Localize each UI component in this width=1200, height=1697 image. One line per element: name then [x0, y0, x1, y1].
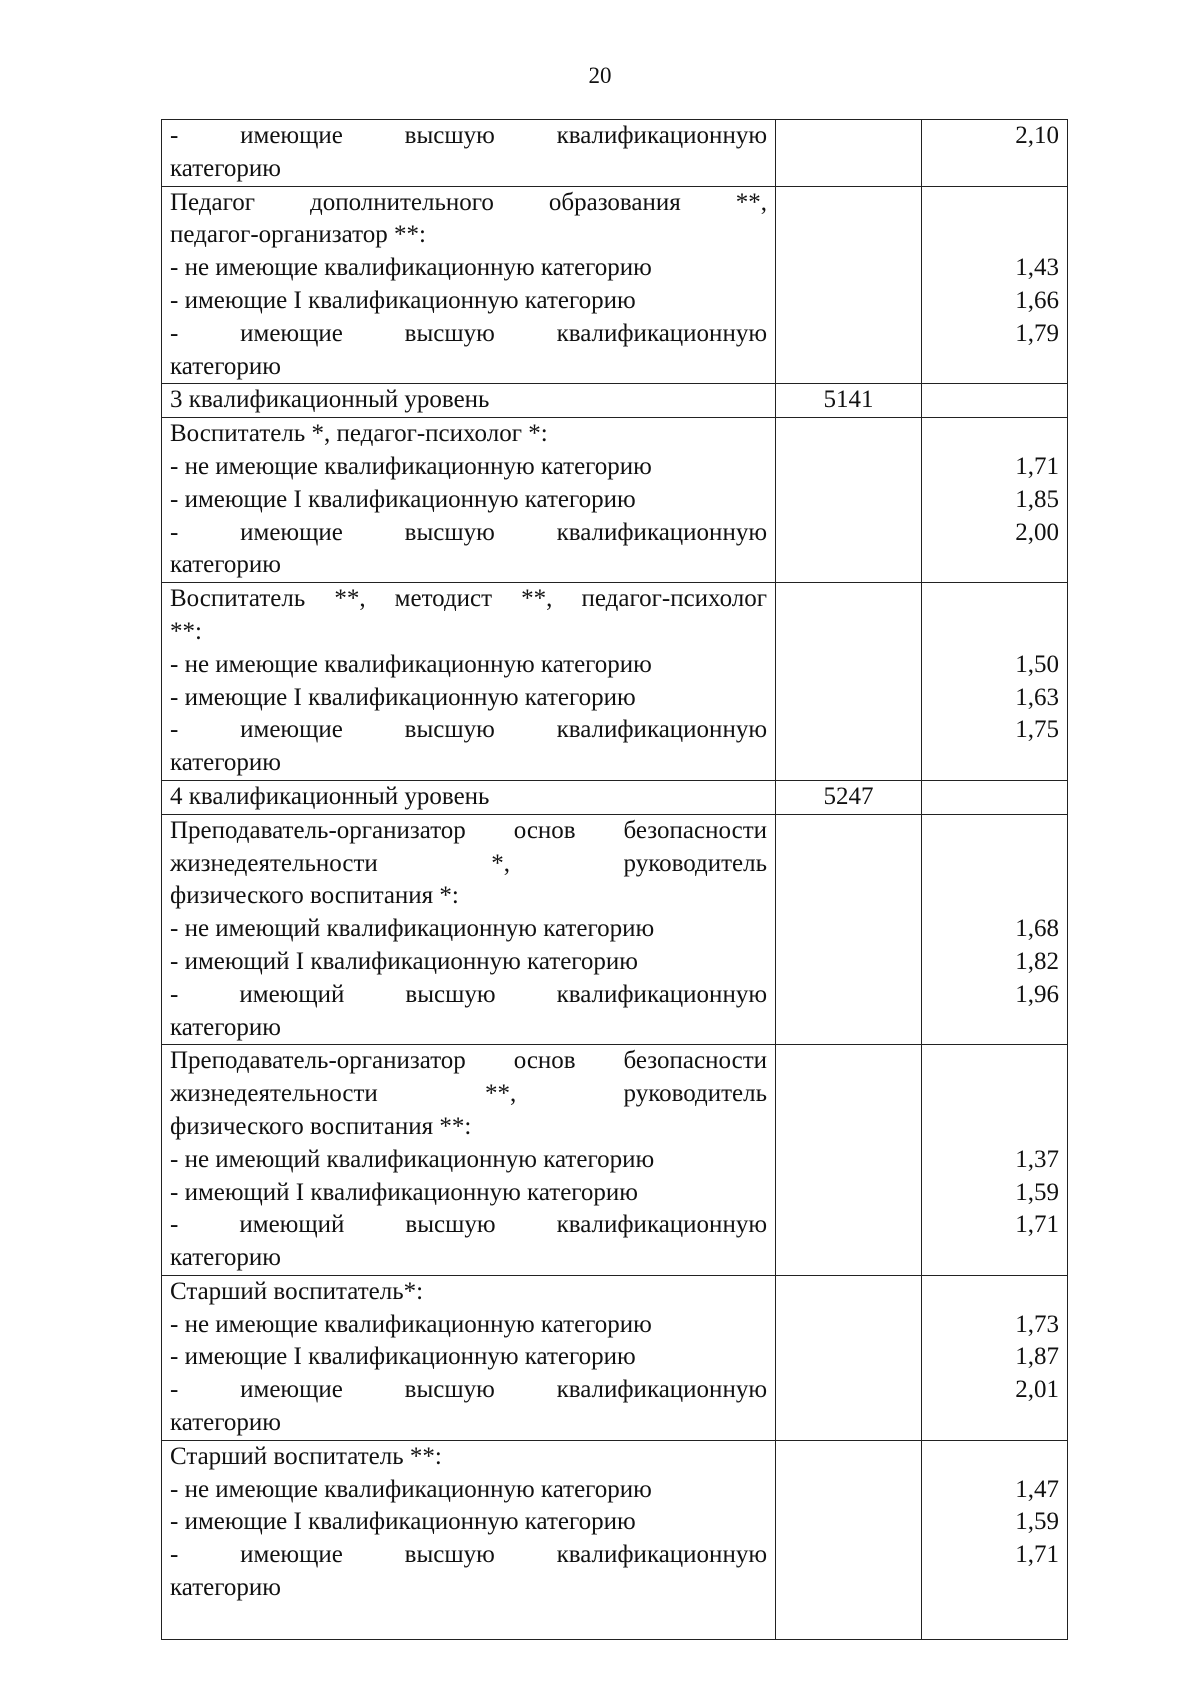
coefficient-value: 1,75: [1015, 716, 1059, 744]
description-line: - имеющий высшую квалификационную: [170, 980, 767, 1008]
table-row: [162, 1440, 1068, 1639]
description-line: - имеющие I квалификационную категорию: [170, 286, 636, 314]
description-line: категорию: [170, 749, 281, 777]
coefficient-cell: [922, 1275, 1068, 1440]
description-line: - не имеющие квалификационную категорию: [170, 1475, 652, 1503]
salary-base-value: [784, 583, 913, 616]
description-line: - не имеющие квалификационную категорию: [170, 452, 652, 480]
position-description-cell: [162, 814, 776, 1045]
description-line: - имеющие I квалификационную категорию: [170, 683, 636, 711]
description-line: 3 квалификационный уровень: [170, 386, 490, 414]
description-line: Преподаватель-организатор основ безопасности: [170, 1047, 767, 1075]
salary-base-cell: [776, 780, 922, 814]
coefficient-value: 1,37: [1015, 1145, 1059, 1173]
salary-base-value: [784, 187, 913, 220]
coefficient-value: 1,47: [1015, 1475, 1059, 1503]
description-line: Педагог дополнительного образования **,: [170, 188, 767, 216]
description-line: - имеющие I квалификационную категорию: [170, 1508, 636, 1536]
coefficient-cell: [922, 418, 1068, 583]
coefficient-spacer: [930, 1078, 1059, 1111]
coefficient-spacer: [930, 848, 1059, 881]
coefficient-value: 2,01: [1015, 1376, 1059, 1404]
coefficient-cell: [922, 814, 1068, 1045]
salary-base-value: 5141: [823, 386, 874, 414]
description-line: жизнедеятельности **, руководитель: [170, 1080, 767, 1108]
description-line: - имеющие высшую квалификационную: [170, 122, 767, 149]
position-description-cell: [162, 1275, 776, 1440]
description-line: - имеющие I квалификационную категорию: [170, 485, 636, 513]
coefficient-spacer: [930, 219, 1059, 252]
coefficient-value: 1,59: [1015, 1508, 1059, 1536]
salary-base-cell: [776, 384, 922, 418]
coefficient-spacer: [930, 418, 1059, 451]
coefficient-value: 1,85: [1015, 485, 1059, 513]
table-row: [162, 814, 1068, 1045]
table-row: [162, 186, 1068, 384]
position-description-cell: [162, 120, 776, 187]
coefficient-cell: [922, 583, 1068, 781]
salary-base-value: [784, 1276, 913, 1309]
coefficient-spacer: [930, 815, 1059, 848]
coefficient-value: 2,00: [1015, 518, 1059, 546]
description-line: **:: [170, 617, 202, 645]
description-line: - имеющие высшую квалификационную: [170, 1541, 767, 1569]
salary-base-cell: [776, 814, 922, 1045]
description-line: физического воспитания **:: [170, 1112, 472, 1140]
coefficient-value: 1,59: [1015, 1178, 1059, 1206]
description-line: Преподаватель-организатор основ безопасности: [170, 816, 767, 844]
coefficient-value: 1,73: [1015, 1310, 1059, 1338]
salary-base-cell: [776, 583, 922, 781]
coefficient-value: 1,82: [1015, 947, 1059, 975]
description-line: 4 квалификационный уровень: [170, 782, 490, 810]
page-number: 20: [588, 63, 612, 88]
coefficient-spacer: [930, 583, 1059, 616]
description-line: - имеющий высшую квалификационную: [170, 1211, 767, 1239]
salary-base-value: [784, 815, 913, 848]
description-line: - не имеющие квалификационную категорию: [170, 1310, 652, 1338]
description-line: - имеющий I квалификационную категорию: [170, 947, 638, 975]
position-description-cell: [162, 780, 776, 814]
salary-base-cell: [776, 1440, 922, 1639]
description-line: категорию: [170, 154, 281, 182]
table-row: [162, 780, 1068, 814]
description-line: категорию: [170, 1244, 281, 1272]
coefficient-spacer: [930, 1441, 1059, 1474]
table-row: [162, 583, 1068, 781]
description-line: Старший воспитатель*:: [170, 1277, 424, 1305]
position-description-cell: [162, 418, 776, 583]
coefficient-cell: [922, 1045, 1068, 1276]
coefficient-value: 1,66: [1015, 286, 1059, 314]
coefficient-value: 1,50: [1015, 650, 1059, 678]
description-line: категорию: [170, 1409, 281, 1437]
coefficient-cell: [922, 780, 1068, 814]
coefficient-cell: [922, 1440, 1068, 1639]
position-description-cell: [162, 186, 776, 384]
coefficient-value: 1,87: [1015, 1343, 1059, 1371]
table-row: [162, 1275, 1068, 1440]
description-line: - не имеющий квалификационную категорию: [170, 915, 655, 943]
description-line: - имеющие высшую квалификационную: [170, 716, 767, 744]
coefficient-spacer: [930, 880, 1059, 913]
coefficient-spacer: [930, 1276, 1059, 1309]
coefficient-spacer: [930, 1045, 1059, 1078]
coefficient-spacer: [930, 187, 1059, 220]
salary-coefficient-table: [161, 119, 1068, 1640]
coefficient-value: 2,10: [1015, 122, 1059, 149]
coefficient-value: 1,43: [1015, 254, 1059, 282]
description-line: - не имеющий квалификационную категорию: [170, 1145, 655, 1173]
description-line: физического воспитания *:: [170, 882, 459, 910]
description-line: жизнедеятельности *, руководитель: [170, 849, 767, 877]
coefficient-value: 1,63: [1015, 683, 1059, 711]
coefficient-spacer: [930, 1111, 1059, 1144]
coefficient-value: 1,79: [1015, 319, 1059, 347]
table-row: [162, 418, 1068, 583]
description-line: категорию: [170, 352, 281, 380]
salary-base-cell: [776, 1275, 922, 1440]
description-line: категорию: [170, 1013, 281, 1041]
position-description-cell: [162, 1440, 776, 1639]
description-line: - имеющие I квалификационную категорию: [170, 1343, 636, 1371]
description-line: - имеющие высшую квалификационную: [170, 518, 767, 546]
salary-base-value: [784, 1441, 913, 1474]
coefficient-value: 1,96: [1015, 980, 1059, 1008]
table-row: [162, 120, 1068, 187]
salary-base-value: [784, 418, 913, 451]
description-line: Воспитатель *, педагог-психолог *:: [170, 420, 548, 448]
salary-base-value: 5247: [823, 782, 874, 810]
description-line: - не имеющие квалификационную категорию: [170, 254, 652, 282]
description-line: Воспитатель **, методист **, педагог-психолог: [170, 585, 767, 613]
position-description-cell: [162, 384, 776, 418]
salary-base-value: [784, 120, 913, 153]
position-description-cell: [162, 1045, 776, 1276]
salary-base-value: [784, 1045, 913, 1078]
description-line: - имеющие высшую квалификационную: [170, 319, 767, 347]
salary-base-cell: [776, 418, 922, 583]
position-description-cell: [162, 583, 776, 781]
description-line: - имеющий I квалификационную категорию: [170, 1178, 638, 1206]
coefficient-cell: [922, 186, 1068, 384]
salary-base-cell: [776, 120, 922, 187]
table-row: [162, 1045, 1068, 1276]
description-line: Старший воспитатель **:: [170, 1442, 442, 1470]
description-line: педагог-организатор **:: [170, 221, 426, 249]
table-row: [162, 384, 1068, 418]
description-line: категорию: [170, 1574, 281, 1602]
description-line: - не имеющие квалификационную категорию: [170, 650, 652, 678]
description-line: - имеющие высшую квалификационную: [170, 1376, 767, 1404]
table-body: [162, 120, 1068, 1640]
salary-base-cell: [776, 186, 922, 384]
description-line: категорию: [170, 551, 281, 579]
coefficient-value: 1,71: [1015, 1541, 1059, 1569]
salary-base-cell: [776, 1045, 922, 1276]
coefficient-cell: [922, 120, 1068, 187]
coefficient-spacer: [930, 616, 1059, 649]
coefficient-cell: [922, 384, 1068, 418]
coefficient-value: 1,71: [1015, 1211, 1059, 1239]
coefficient-value: 1,71: [1015, 452, 1059, 480]
coefficient-value: 1,68: [1015, 915, 1059, 943]
